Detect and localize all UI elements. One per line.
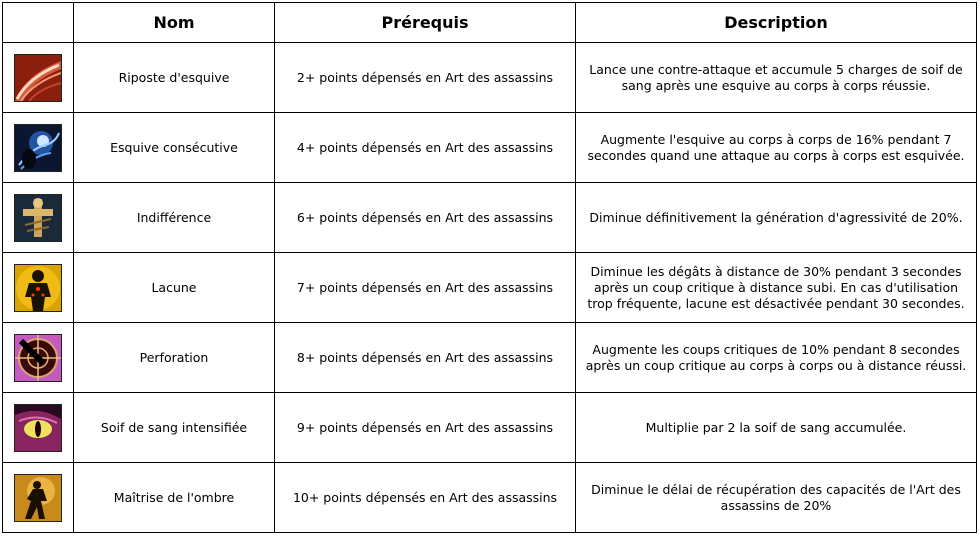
skill-prereq: 4+ points dépensés en Art des assassins xyxy=(275,113,576,183)
header-icon xyxy=(3,3,74,43)
header-name: Nom xyxy=(74,3,275,43)
skill-name: Riposte d'esquive xyxy=(74,43,275,113)
skill-description: Multiplie par 2 la soif de sang accumulée. xyxy=(576,393,977,463)
riposte-icon xyxy=(14,54,62,102)
table-row xyxy=(3,323,977,393)
table-row xyxy=(3,463,977,533)
skill-name: Perforation xyxy=(74,323,275,393)
skill-description: Diminue le délai de récupération des capacités de l'Art des assassins de 20% xyxy=(576,463,977,533)
lacune-icon xyxy=(14,264,62,312)
skill-prereq: 9+ points dépensés en Art des assassins xyxy=(275,393,576,463)
header-row xyxy=(3,3,977,43)
skill-prereq: 8+ points dépensés en Art des assassins xyxy=(275,323,576,393)
skill-name: Indifférence xyxy=(74,183,275,253)
table-row xyxy=(3,253,977,323)
table-row xyxy=(3,393,977,463)
header-prereq: Prérequis xyxy=(275,3,576,43)
skill-name: Lacune xyxy=(74,253,275,323)
skill-prereq: 6+ points dépensés en Art des assassins xyxy=(275,183,576,253)
shadow-mastery-icon xyxy=(14,474,62,522)
evasion-icon xyxy=(14,124,62,172)
skill-name: Soif de sang intensifiée xyxy=(74,393,275,463)
indifference-icon xyxy=(14,194,62,242)
skill-description: Diminue définitivement la génération d'agressivité de 20%. xyxy=(576,183,977,253)
skills-table xyxy=(2,2,977,533)
skill-prereq: 2+ points dépensés en Art des assassins xyxy=(275,43,576,113)
skill-name: Maîtrise de l'ombre xyxy=(74,463,275,533)
skill-prereq: 7+ points dépensés en Art des assassins xyxy=(275,253,576,323)
perforation-icon xyxy=(14,334,62,382)
skill-description: Lance une contre-attaque et accumule 5 charges de soif de sang après une esquive au corps à corps réussie. xyxy=(576,43,977,113)
skill-description: Augmente les coups critiques de 10% pendant 8 secondes après un coup critique au corps à corps ou à distance réussi. xyxy=(576,323,977,393)
table-row xyxy=(3,183,977,253)
skill-description: Diminue les dégâts à distance de 30% pendant 3 secondes après un coup critique à distance subi. En cas d'utilisation trop fréquente, lacune est désactivée pendant 30 secondes. xyxy=(576,253,977,323)
table-row xyxy=(3,43,977,113)
header-description: Description xyxy=(576,3,977,43)
skill-description: Augmente l'esquive au corps à corps de 16% pendant 7 secondes quand une attaque au corps à corps est esquivée. xyxy=(576,113,977,183)
bloodthirst-icon xyxy=(14,404,62,452)
skill-name: Esquive consécutive xyxy=(74,113,275,183)
table-row xyxy=(3,113,977,183)
skill-prereq: 10+ points dépensés en Art des assassins xyxy=(275,463,576,533)
